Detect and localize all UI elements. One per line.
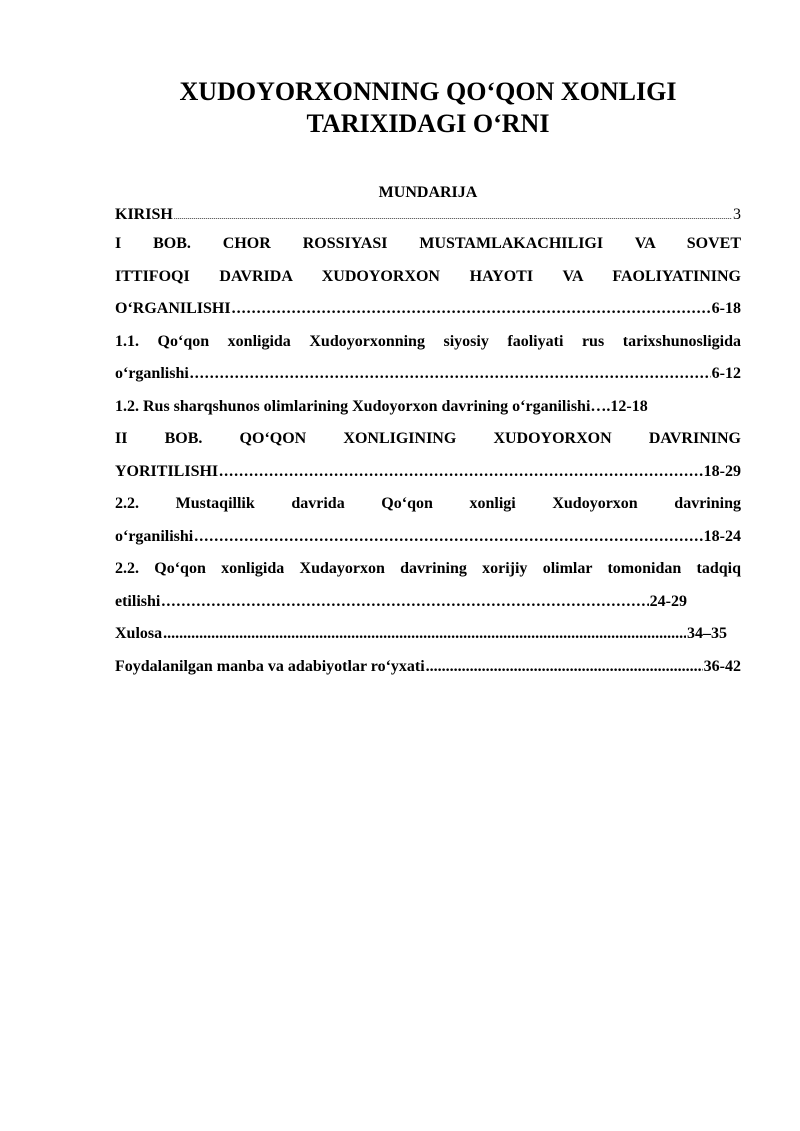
toc-entry-bob1[interactable] bbox=[115, 228, 741, 326]
toc-entry-pages: 6-18 bbox=[711, 300, 741, 317]
toc-entry-label: Foydalanilgan manba va adabiyotlar ro‘yxati bbox=[115, 657, 425, 675]
toc-entry-label: etilishi bbox=[115, 592, 161, 610]
toc-entry-line: 2.2. Mustaqillik davrida Qo‘qon xonligi Xudoyorxon davrining bbox=[115, 495, 741, 512]
toc-entry-1-2[interactable] bbox=[115, 391, 741, 424]
dot-leader bbox=[163, 618, 686, 651]
toc-entry-pages: 3 bbox=[733, 206, 741, 223]
toc-entry-kirish[interactable] bbox=[115, 202, 741, 228]
toc-entry-pages: 24-29 bbox=[649, 592, 687, 610]
dot-leader bbox=[219, 456, 703, 489]
toc-entry-label: 1.2. Rus sharqshunos olimlarining Xudoyorxon davrining o‘rganilishi bbox=[115, 397, 591, 415]
dot-leader bbox=[161, 586, 648, 619]
toc-entry-label: O‘RGANILISHI bbox=[115, 300, 231, 317]
toc-entry-adabiyotlar[interactable] bbox=[115, 651, 741, 684]
toc-entry-line: II BOB. QO‘QON XONLIGINING XUDOYORXON DAVRINING bbox=[115, 430, 741, 447]
toc-entry-pages: 18-29 bbox=[703, 462, 741, 480]
dot-leader bbox=[194, 521, 702, 554]
dot-leader: …. bbox=[590, 397, 611, 415]
document-title bbox=[115, 76, 741, 140]
dot-leader bbox=[190, 358, 711, 391]
toc-entry-pages: 18-24 bbox=[703, 527, 741, 545]
toc-entry-pages: 6-12 bbox=[711, 365, 741, 382]
toc-entry-label: Xulosa bbox=[115, 625, 163, 642]
toc-entry-pages: 36-42 bbox=[703, 657, 741, 675]
toc-entry-label: o‘rganilishi bbox=[115, 527, 194, 545]
toc-entry-line: ITTIFOQI DAVRIDA XUDOYORXON HAYOTI VA FAOLIYATINING bbox=[115, 267, 741, 285]
title-line-1: XUDOYORXONNING QO‘QON XONLIGI bbox=[179, 77, 677, 106]
toc-entry-xulosa[interactable] bbox=[115, 618, 727, 651]
toc-entry-line: 2.2. Qo‘qon xonligida Xudayorxon davrining xorijiy olimlar tomonidan tadqiq bbox=[115, 560, 741, 577]
toc-entry-line: 1.1. Qo‘qon xonligida Xudoyorxonning siyosiy faoliyati rus tarixshunosligida bbox=[115, 332, 741, 350]
toc-entry-pages: 12-18 bbox=[610, 397, 648, 415]
toc-entry-bob2[interactable] bbox=[115, 423, 741, 488]
toc-entry-2-2-mustaqillik[interactable] bbox=[115, 488, 741, 553]
toc-entry-2-2-xorijiy[interactable] bbox=[115, 553, 741, 618]
toc-entry-label: KIRISH bbox=[115, 206, 173, 223]
dot-leader bbox=[232, 293, 711, 326]
title-line-2: TARIXIDAGI O‘RNI bbox=[306, 109, 550, 138]
toc-entry-label: o‘rganlishi bbox=[115, 365, 189, 382]
table-of-contents bbox=[115, 202, 741, 683]
dot-leader bbox=[426, 651, 703, 684]
toc-entry-pages: 34–35 bbox=[687, 625, 727, 642]
toc-entry-line: I BOB. CHOR ROSSIYASI MUSTAMLAKACHILIGI VA SOVET bbox=[115, 235, 741, 252]
toc-entry-1-1[interactable] bbox=[115, 326, 741, 391]
toc-heading: MUNDARIJA bbox=[378, 184, 478, 201]
dot-leader bbox=[174, 202, 732, 230]
toc-entry-label: YORITILISHI bbox=[115, 462, 219, 480]
